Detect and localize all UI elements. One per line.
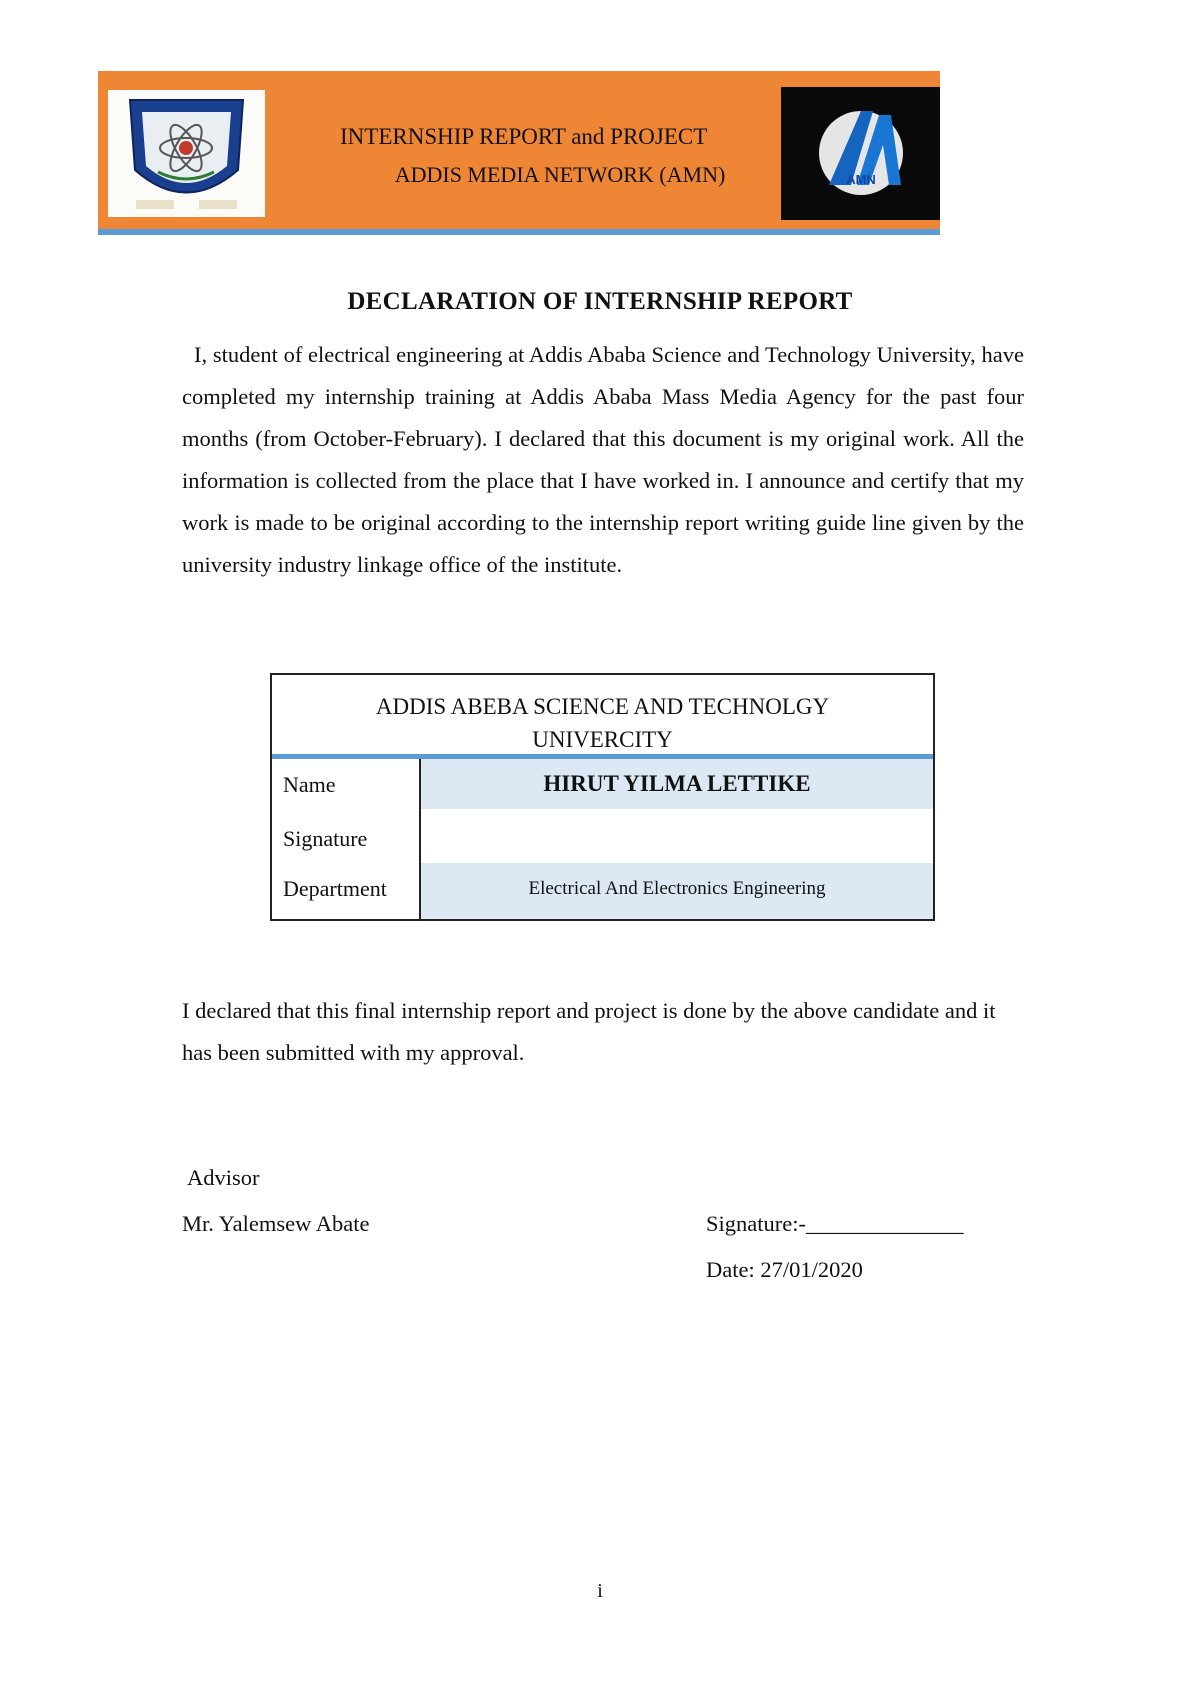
page-number: i bbox=[597, 1580, 603, 1602]
header-subtitle: ADDIS MEDIA NETWORK (AMN) bbox=[394, 162, 726, 187]
header-title: INTERNSHIP REPORT and PROJECT bbox=[340, 124, 708, 149]
advisor-label: Advisor bbox=[187, 1165, 260, 1190]
advisor-name: Mr. Yalemsew Abate bbox=[182, 1211, 370, 1236]
name-label: Name bbox=[283, 772, 336, 797]
signature-label: Signature bbox=[283, 826, 368, 851]
name-value: HIRUT YILMA LETTIKE bbox=[543, 771, 811, 796]
approval-paragraph: I declared that this final internship report and project is done by the above candidate and it has been submitted with my approval. bbox=[182, 998, 996, 1065]
advisor-signature: Signature:-______________ bbox=[706, 1211, 964, 1236]
student-info-table bbox=[270, 673, 935, 921]
table-heading-line2: UNIVERCITY bbox=[532, 727, 673, 752]
page-title: DECLARATION OF INTERNSHIP REPORT bbox=[347, 288, 853, 315]
table-heading-line1: ADDIS ABEBA SCIENCE AND TECHNOLGY bbox=[375, 694, 830, 719]
university-logo bbox=[108, 90, 265, 217]
amn-logo bbox=[781, 87, 940, 220]
department-value: Electrical And Electronics Engineering bbox=[528, 878, 826, 899]
advisor-date: Date: 27/01/2020 bbox=[706, 1257, 863, 1282]
table-heading bbox=[272, 675, 933, 755]
department-label: Department bbox=[283, 876, 387, 901]
svg-text:AMN: AMN bbox=[846, 172, 876, 187]
declaration-paragraph: I, student of electrical engineering at Addis Ababa Science and Technology University, have completed my internship training at Addis Ababa Mass Media Agency for the past four months (from October-February). I declared that this document is my original work. All the information is collected from the place that I have worked in. I announce and certify that my work is made to be original according to the internship report writing guide line given by the university industry linkage office of the institute. bbox=[182, 342, 1024, 577]
header-accent-line bbox=[98, 229, 940, 235]
